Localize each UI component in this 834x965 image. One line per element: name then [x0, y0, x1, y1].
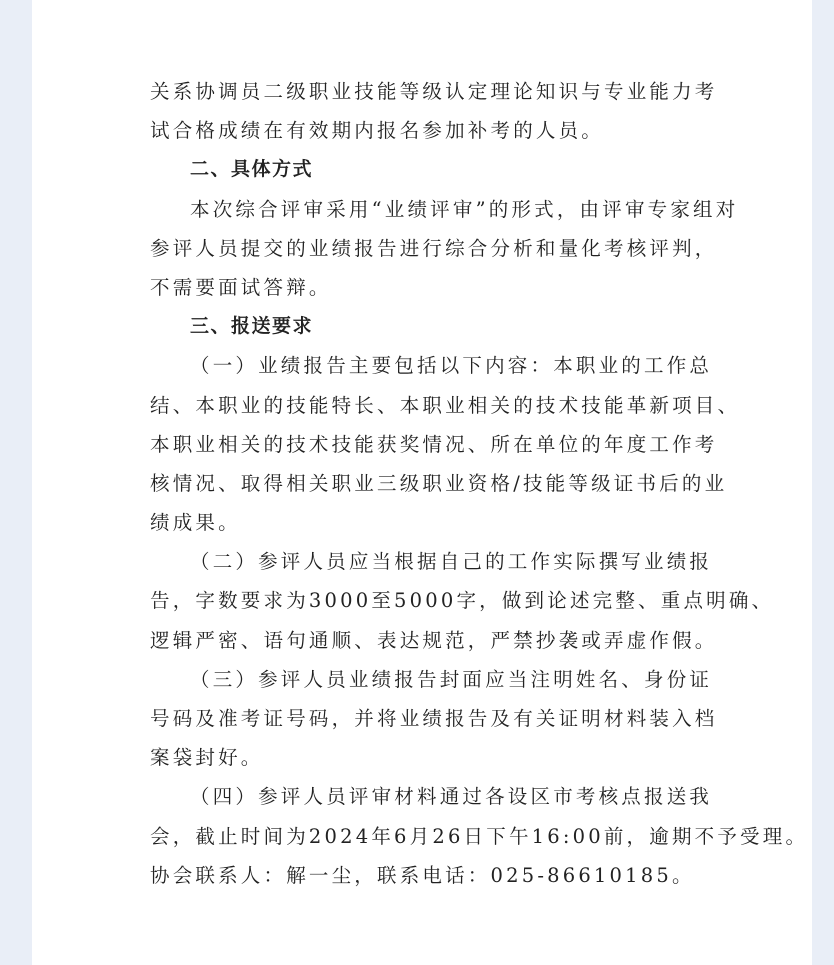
text-line: 试合格成绩在有效期内报名参加补考的人员。 — [150, 119, 605, 143]
document-body — [150, 72, 809, 895]
text-line: 号码及准考证号码，并将业绩报告及有关证明材料装入档 — [150, 707, 718, 730]
section-heading: 二、具体方式 — [190, 158, 314, 181]
text-line: 核情况、取得相关职业三级职业资格/技能等级证书后的业 — [150, 471, 728, 495]
document-page — [32, 0, 812, 965]
text-line: 结、本职业的技能特长、本职业相关的技术技能革新项目、 — [150, 393, 741, 417]
text-line: 关系协调员二级职业技能等级认定理论知识与专业能力考 — [150, 80, 718, 103]
text-line: 参评人员提交的业绩报告进行综合分析和量化考核评判， — [150, 236, 718, 260]
section-heading: 三、报送要求 — [190, 315, 314, 338]
text-line: 会，截止时间为2024年6月26日下午16:00前，逾期不予受理。 — [150, 824, 809, 848]
text-line: （四）参评人员评审材料通过各设区市考核点报送我 — [190, 785, 713, 809]
text-line: （三）参评人员业绩报告封面应当注明姓名、身份证 — [190, 667, 713, 691]
text-line: （二）参评人员应当根据自己的工作实际撰写业绩报 — [190, 550, 713, 574]
text-line: 不需要面试答辩。 — [150, 275, 332, 299]
text-line: 逻辑严密、语句通顺、表达规范，严禁抄袭或弄虚作假。 — [150, 628, 718, 652]
text-line: 告，字数要求为3000至5000字，做到论述完整、重点明确、 — [150, 589, 775, 613]
text-line: 本次综合评审采用“业绩评审”的形式，由评审专家组对 — [190, 197, 739, 221]
text-line: （一）业绩报告主要包括以下内容：本职业的工作总 — [190, 354, 713, 378]
text-line: 本职业相关的技术技能获奖情况、所在单位的年度工作考 — [150, 432, 718, 456]
contact-line: 协会联系人：解一尘，联系电话：025-86610185。 — [150, 863, 695, 887]
text-line: 绩成果。 — [150, 511, 241, 535]
text-line: 案袋封好。 — [150, 746, 264, 770]
